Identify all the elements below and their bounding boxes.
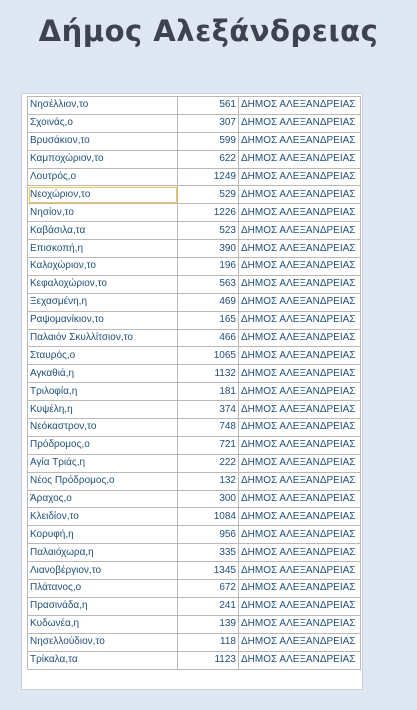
settlement-name-cell[interactable]: Νεόκαστρον,το: [28, 419, 178, 437]
municipality-cell[interactable]: ΔΗΜΟΣ ΑΛΕΞΑΝΔΡΕΙΑΣ: [239, 472, 361, 490]
table-row: [28, 114, 361, 132]
population-cell[interactable]: 307: [178, 114, 239, 132]
table-row: [28, 597, 361, 615]
table-row: [28, 508, 361, 526]
table-row: [28, 186, 361, 204]
table-row: [28, 329, 361, 347]
table-row: [28, 454, 361, 472]
municipality-cell[interactable]: ΔΗΜΟΣ ΑΛΕΞΑΝΔΡΕΙΑΣ: [239, 258, 361, 276]
settlement-name-cell[interactable]: Λιανοβέργιον,το: [28, 562, 178, 580]
settlement-name-cell[interactable]: Νησίον,το: [28, 204, 178, 222]
population-cell[interactable]: 529: [178, 186, 239, 204]
settlement-name-cell[interactable]: Αγκαθιά,η: [28, 365, 178, 383]
settlement-name-cell[interactable]: Πρασινάδα,η: [28, 597, 178, 615]
municipality-cell[interactable]: ΔΗΜΟΣ ΑΛΕΞΑΝΔΡΕΙΑΣ: [239, 293, 361, 311]
municipality-cell[interactable]: ΔΗΜΟΣ ΑΛΕΞΑΝΔΡΕΙΑΣ: [239, 275, 361, 293]
table-row: [28, 580, 361, 598]
municipality-cell[interactable]: ΔΗΜΟΣ ΑΛΕΞΑΝΔΡΕΙΑΣ: [239, 365, 361, 383]
municipality-cell[interactable]: ΔΗΜΟΣ ΑΛΕΞΑΝΔΡΕΙΑΣ: [239, 204, 361, 222]
settlement-name-cell[interactable]: Παλαιόχωρα,η: [28, 544, 178, 562]
population-cell[interactable]: 1345: [178, 562, 239, 580]
table-body: [28, 97, 361, 670]
population-cell[interactable]: 1249: [178, 168, 239, 186]
table-row: [28, 436, 361, 454]
population-cell[interactable]: 139: [178, 615, 239, 633]
table-row: [28, 275, 361, 293]
settlement-name-cell[interactable]: Άραχος,ο: [28, 490, 178, 508]
settlement-name-cell[interactable]: Καλοχώριον,το: [28, 258, 178, 276]
population-cell[interactable]: 956: [178, 526, 239, 544]
population-cell[interactable]: 1065: [178, 347, 239, 365]
settlement-name-cell[interactable]: Νησέλλιον,το: [28, 97, 178, 115]
population-cell[interactable]: 165: [178, 311, 239, 329]
settlement-name-cell[interactable]: Αγία Τριάς,η: [28, 454, 178, 472]
population-cell[interactable]: 1226: [178, 204, 239, 222]
population-cell[interactable]: 561: [178, 97, 239, 115]
table-row: [28, 222, 361, 240]
table-row: [28, 562, 361, 580]
settlement-name-cell[interactable]: Νησελλούδιον,το: [28, 633, 178, 651]
municipality-cell[interactable]: ΔΗΜΟΣ ΑΛΕΞΑΝΔΡΕΙΑΣ: [239, 454, 361, 472]
municipality-cell[interactable]: ΔΗΜΟΣ ΑΛΕΞΑΝΔΡΕΙΑΣ: [239, 383, 361, 401]
municipality-cell[interactable]: ΔΗΜΟΣ ΑΛΕΞΑΝΔΡΕΙΑΣ: [239, 150, 361, 168]
municipality-cell[interactable]: ΔΗΜΟΣ ΑΛΕΞΑΝΔΡΕΙΑΣ: [239, 580, 361, 598]
table-row: [28, 472, 361, 490]
settlement-name-cell[interactable]: Ξεχασμένη,η: [28, 293, 178, 311]
settlement-name-cell[interactable]: Πλάτανος,ο: [28, 580, 178, 598]
settlement-name-cell[interactable]: Κυψέλη,η: [28, 401, 178, 419]
population-cell[interactable]: 748: [178, 419, 239, 437]
settlement-name-cell[interactable]: Λουτρός,ο: [28, 168, 178, 186]
population-cell[interactable]: 196: [178, 258, 239, 276]
municipality-cell[interactable]: ΔΗΜΟΣ ΑΛΕΞΑΝΔΡΕΙΑΣ: [239, 186, 361, 204]
municipality-cell[interactable]: ΔΗΜΟΣ ΑΛΕΞΑΝΔΡΕΙΑΣ: [239, 526, 361, 544]
municipality-cell[interactable]: ΔΗΜΟΣ ΑΛΕΞΑΝΔΡΕΙΑΣ: [239, 401, 361, 419]
settlement-name-cell[interactable]: Επισκοπή,η: [28, 240, 178, 258]
table-row: [28, 293, 361, 311]
table-row: [28, 615, 361, 633]
population-cell[interactable]: 563: [178, 275, 239, 293]
population-cell[interactable]: 300: [178, 490, 239, 508]
settlement-name-cell[interactable]: Κορυφή,η: [28, 526, 178, 544]
table-row: [28, 401, 361, 419]
population-cell[interactable]: 672: [178, 580, 239, 598]
settlement-name-cell[interactable]: Σταυρός,ο: [28, 347, 178, 365]
table-row: [28, 258, 361, 276]
municipality-cell[interactable]: ΔΗΜΟΣ ΑΛΕΞΑΝΔΡΕΙΑΣ: [239, 114, 361, 132]
municipality-cell[interactable]: ΔΗΜΟΣ ΑΛΕΞΑΝΔΡΕΙΑΣ: [239, 311, 361, 329]
population-cell[interactable]: 222: [178, 454, 239, 472]
population-cell[interactable]: 1132: [178, 365, 239, 383]
municipality-cell[interactable]: ΔΗΜΟΣ ΑΛΕΞΑΝΔΡΕΙΑΣ: [239, 508, 361, 526]
municipality-cell[interactable]: ΔΗΜΟΣ ΑΛΕΞΑΝΔΡΕΙΑΣ: [239, 222, 361, 240]
municipality-cell[interactable]: ΔΗΜΟΣ ΑΛΕΞΑΝΔΡΕΙΑΣ: [239, 633, 361, 651]
settlement-name-cell[interactable]: Καβάσιλα,τα: [28, 222, 178, 240]
table-row: [28, 168, 361, 186]
population-cell[interactable]: 523: [178, 222, 239, 240]
settlement-name-cell[interactable]: Νέος Πρόδρομος,ο: [28, 472, 178, 490]
population-cell[interactable]: 374: [178, 401, 239, 419]
municipality-cell[interactable]: ΔΗΜΟΣ ΑΛΕΞΑΝΔΡΕΙΑΣ: [239, 615, 361, 633]
settlement-name-cell[interactable]: Τριλοφία,η: [28, 383, 178, 401]
population-cell[interactable]: 335: [178, 544, 239, 562]
table-row: [28, 97, 361, 115]
table-row: [28, 365, 361, 383]
settlement-name-cell[interactable]: Τρίκαλα,τα: [28, 651, 178, 669]
municipality-cell[interactable]: ΔΗΜΟΣ ΑΛΕΞΑΝΔΡΕΙΑΣ: [239, 168, 361, 186]
table-row: [28, 633, 361, 651]
settlement-name-cell[interactable]: Βρυσάκιον,το: [28, 132, 178, 150]
municipality-cell[interactable]: ΔΗΜΟΣ ΑΛΕΞΑΝΔΡΕΙΑΣ: [239, 132, 361, 150]
settlement-name-cell[interactable]: Καμποχώριον,το: [28, 150, 178, 168]
table-row: [28, 311, 361, 329]
settlement-name-cell[interactable]: Κυδωνέα,η: [28, 615, 178, 633]
municipality-cell[interactable]: ΔΗΜΟΣ ΑΛΕΞΑΝΔΡΕΙΑΣ: [239, 419, 361, 437]
settlement-name-cell[interactable]: Ραψομανίκιον,το: [28, 311, 178, 329]
population-cell[interactable]: 241: [178, 597, 239, 615]
table-row: [28, 132, 361, 150]
population-cell[interactable]: 721: [178, 436, 239, 454]
table-row: [28, 204, 361, 222]
table-row: [28, 544, 361, 562]
municipality-cell[interactable]: ΔΗΜΟΣ ΑΛΕΞΑΝΔΡΕΙΑΣ: [239, 544, 361, 562]
population-cell[interactable]: 466: [178, 329, 239, 347]
table-row: [28, 383, 361, 401]
municipality-cell[interactable]: ΔΗΜΟΣ ΑΛΕΞΑΝΔΡΕΙΑΣ: [239, 651, 361, 669]
municipality-cell[interactable]: ΔΗΜΟΣ ΑΛΕΞΑΝΔΡΕΙΑΣ: [239, 329, 361, 347]
municipality-cell[interactable]: ΔΗΜΟΣ ΑΛΕΞΑΝΔΡΕΙΑΣ: [239, 97, 361, 115]
population-cell[interactable]: 469: [178, 293, 239, 311]
population-cell[interactable]: 132: [178, 472, 239, 490]
table-row: [28, 490, 361, 508]
population-cell[interactable]: 1123: [178, 651, 239, 669]
population-cell[interactable]: 599: [178, 132, 239, 150]
settlement-name-cell[interactable]: Κλειδίον,το: [28, 508, 178, 526]
table-row: [28, 347, 361, 365]
table-row: [28, 651, 361, 669]
table-row: [28, 150, 361, 168]
spreadsheet-sheet: [21, 93, 363, 690]
population-cell[interactable]: 118: [178, 633, 239, 651]
population-cell[interactable]: 1084: [178, 508, 239, 526]
table-row: [28, 240, 361, 258]
population-cell[interactable]: 390: [178, 240, 239, 258]
municipality-cell[interactable]: ΔΗΜΟΣ ΑΛΕΞΑΝΔΡΕΙΑΣ: [239, 347, 361, 365]
municipality-cell[interactable]: ΔΗΜΟΣ ΑΛΕΞΑΝΔΡΕΙΑΣ: [239, 240, 361, 258]
settlement-name-cell[interactable]: Πρόδρομος,ο: [28, 436, 178, 454]
population-cell[interactable]: 181: [178, 383, 239, 401]
settlement-name-cell[interactable]: Κεφαλοχώριον,το: [28, 275, 178, 293]
table-row: [28, 419, 361, 437]
page-title: Δήμος Αλεξάνδρειας: [38, 14, 379, 48]
settlement-name-cell[interactable]: Παλαιόν Σκυλλίτσιον,το: [28, 329, 178, 347]
settlement-name-cell[interactable]: Νεοχώριον,το: [28, 186, 178, 204]
municipality-cell[interactable]: ΔΗΜΟΣ ΑΛΕΞΑΝΔΡΕΙΑΣ: [239, 490, 361, 508]
table-row: [28, 526, 361, 544]
settlement-name-cell[interactable]: Σχοινάς,ο: [28, 114, 178, 132]
municipality-cell[interactable]: ΔΗΜΟΣ ΑΛΕΞΑΝΔΡΕΙΑΣ: [239, 436, 361, 454]
settlements-table: [27, 96, 361, 670]
municipality-cell[interactable]: ΔΗΜΟΣ ΑΛΕΞΑΝΔΡΕΙΑΣ: [239, 597, 361, 615]
municipality-cell[interactable]: ΔΗΜΟΣ ΑΛΕΞΑΝΔΡΕΙΑΣ: [239, 562, 361, 580]
population-cell[interactable]: 622: [178, 150, 239, 168]
